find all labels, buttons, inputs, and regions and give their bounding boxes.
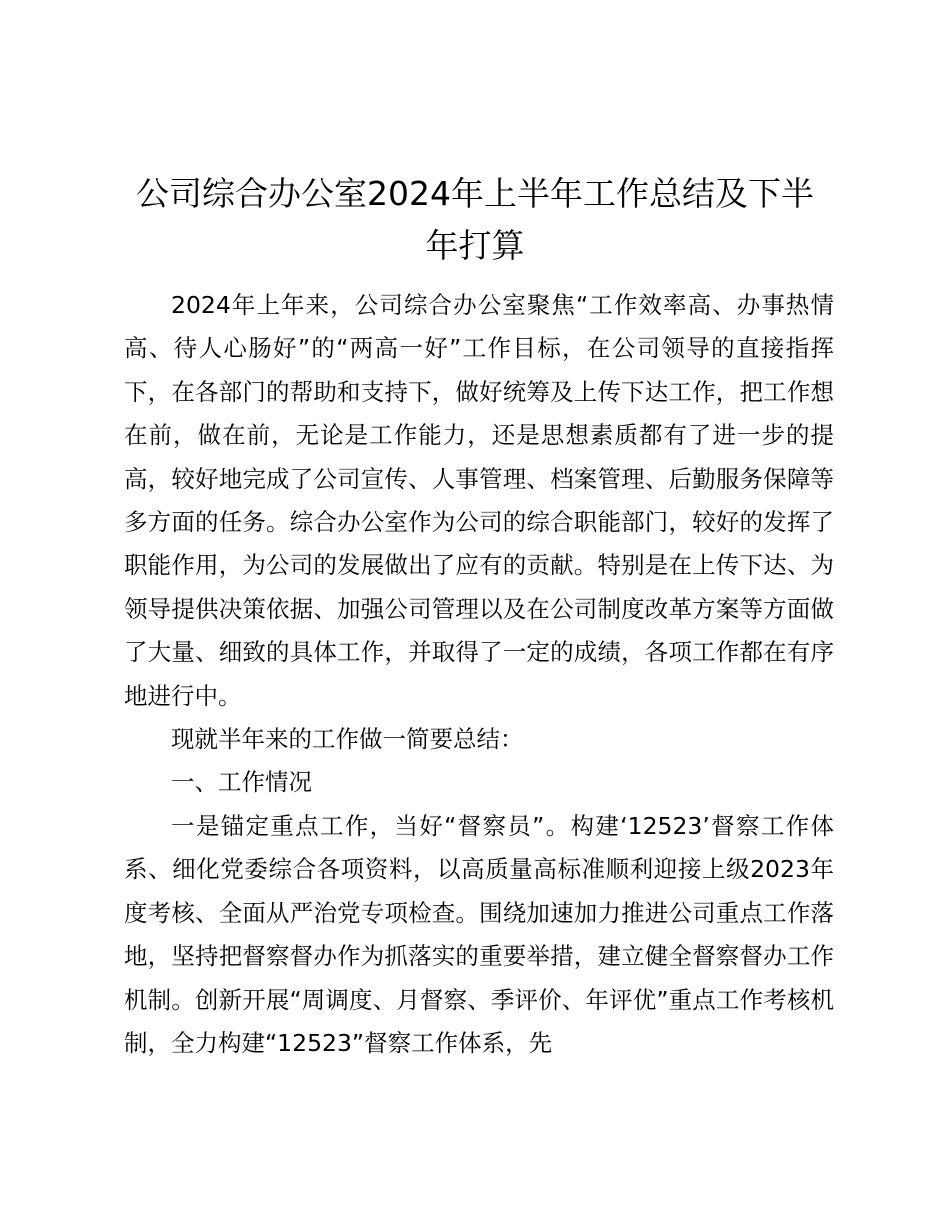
document-title: 公司综合办公室2024年上半年工作总结及下半年打算 xyxy=(136,174,814,265)
paragraph-key-work: 一是锚定重点工作，当好“督察员”。构建‘12523’督察工作体系、细化党委综合各项资料，以高质量高标准顺利迎接上级2023年度考核、全面从严治党专项检查。围绕加速加力推进公司重点工作落地，坚持把督察督办作为抓落实的重要举措，建立健全督察督办工作机制。创新开展“周调度、月督察、季评价、年评优”重点工作考核机制，全力构建“12523”督察工作体系，先 xyxy=(124,811,834,1057)
paragraph-summary-lead: 现就半年来的工作做一简要总结： xyxy=(171,725,524,754)
paragraph-intro: 2024年上年来，公司综合办公室聚焦“工作效率高、办事热情高、待人心肠好”的“两高一好”工作目标，在公司领导的直接指挥下，在各部门的帮助和支持下，做好统筹及上传下达工作，把工作想在前，做在前，无论是工作能力，还是思想素质都有了进一步的提高，较好地完成了公司宣传、人事管理、档案管理、后勤服务保障等多方面的任务。综合办公室作为公司的综合职能部门，较好的发挥了职能作用，为公司的发展做出了应有的贡献。特别是在上传下达、为领导提供决策依据、加强公司管理以及在公司制度改革方案等方面做了大量、细致的具体工作，并取得了一定的成绩，各项工作都在有序地进行中。 xyxy=(124,291,834,710)
document-body xyxy=(124,284,834,1065)
section-heading-work-status: 一、工作情况 xyxy=(171,768,312,797)
